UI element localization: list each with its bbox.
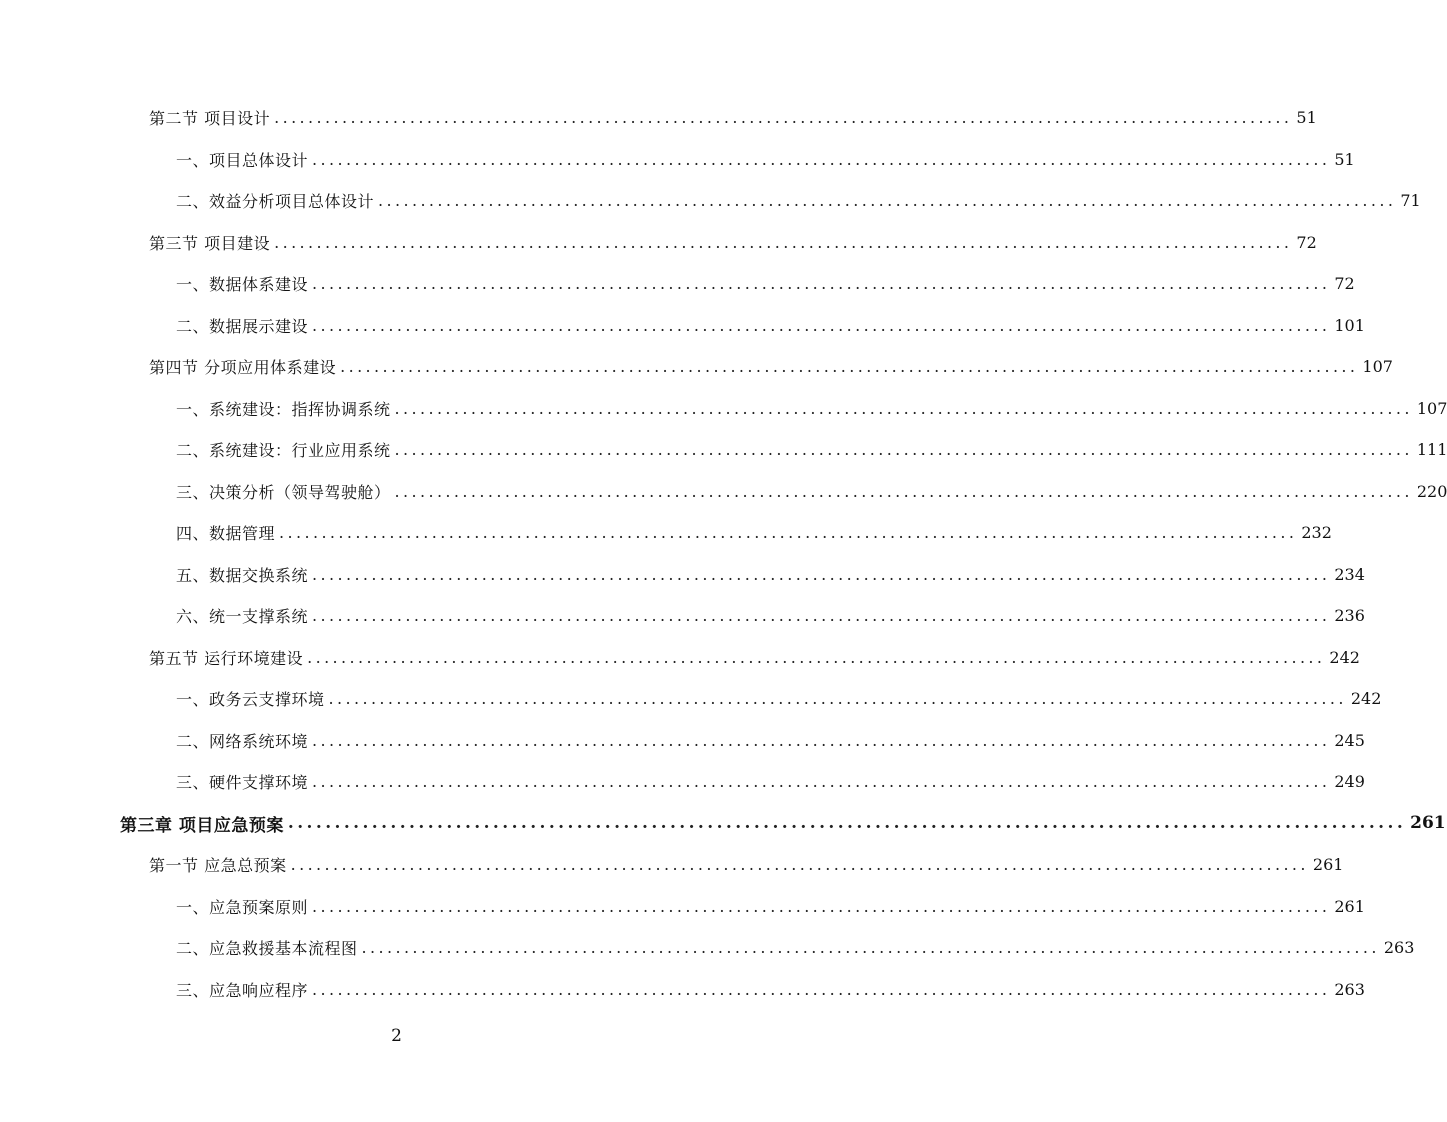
toc-entry-page: 72 (1296, 232, 1317, 252)
toc-entry-title: 三、决策分析（领导驾驶舱） (176, 482, 391, 502)
toc-leader-dots: ........................................................................................................................ (287, 813, 1407, 833)
toc-entry (149, 642, 1360, 672)
toc-entry-title: 二、数据展示建设 (176, 316, 309, 336)
toc-entry (120, 808, 1446, 838)
toc-entry-page: 245 (1334, 730, 1365, 750)
toc-entry-title: 一、系统建设：指挥协调系统 (176, 399, 391, 419)
toc-entry-title: 第二节 项目设计 (149, 108, 271, 128)
toc-entry-page: 71 (1400, 190, 1421, 210)
toc-leader-dots: ........................................................................................................................ (340, 356, 1359, 376)
toc-entry (176, 559, 1365, 589)
toc-entry (176, 268, 1355, 298)
toc-leader-dots: ........................................................................................................................ (312, 605, 1331, 625)
toc-leader-dots: ........................................................................................................................ (274, 232, 1293, 252)
toc-entry-page: 242 (1350, 688, 1382, 708)
toc-leader-dots: ........................................................................................................................ (394, 481, 1413, 501)
toc-entry-title: 五、数据交换系统 (176, 565, 309, 585)
toc-entry-page: 236 (1334, 605, 1365, 625)
toc-entry-title: 二、应急救援基本流程图 (176, 938, 358, 958)
toc-entry (176, 517, 1332, 547)
toc-leader-dots: ........................................................................................................................ (274, 107, 1293, 127)
toc-entry-page: 232 (1301, 522, 1332, 542)
toc-entry-title: 二、网络系统环境 (176, 731, 309, 751)
toc-entry-title: 六、统一支撑系统 (176, 606, 309, 626)
toc-leader-dots: ........................................................................................................................ (312, 315, 1331, 335)
toc-leader-dots: ........................................................................................................................ (307, 647, 1326, 667)
toc-entry-page: 261 (1410, 813, 1446, 833)
toc-leader-dots: ........................................................................................................................ (312, 771, 1331, 791)
toc-entry-page: 111 (1416, 439, 1447, 459)
toc-entry-page: 263 (1383, 937, 1415, 957)
toc-entry (176, 600, 1365, 630)
toc-entry (176, 932, 1415, 962)
toc-entry-page: 220 (1416, 481, 1447, 501)
toc-entry (149, 102, 1317, 132)
toc-entry-title: 二、系统建设：行业应用系统 (176, 440, 391, 460)
toc-entry-page: 107 (1362, 356, 1393, 376)
toc-entry (176, 393, 1447, 423)
toc-entry-page: 107 (1416, 398, 1447, 418)
toc-entry-page: 242 (1329, 647, 1360, 667)
toc-leader-dots: ........................................................................................................................ (290, 854, 1309, 874)
toc-entry-page: 261 (1334, 896, 1365, 916)
toc-entry-title: 第三节 项目建设 (149, 233, 271, 253)
toc-entry-page: 234 (1334, 564, 1365, 584)
toc-entry (176, 974, 1365, 1004)
toc-entry (176, 891, 1365, 921)
toc-entry-page: 51 (1334, 149, 1355, 169)
toc-entry-page: 101 (1334, 315, 1365, 335)
toc-entry-title: 三、硬件支撑环境 (176, 772, 309, 792)
toc-entry (176, 683, 1382, 713)
toc-entry-title: 第三章 项目应急预案 (120, 815, 284, 836)
toc-entry-title: 一、数据体系建设 (176, 274, 309, 294)
toc-entry (149, 849, 1344, 879)
toc-entry (149, 351, 1393, 381)
toc-leader-dots: ........................................................................................................................ (312, 730, 1331, 750)
toc-entry (176, 434, 1447, 464)
toc-leader-dots: ........................................................................................................................ (328, 688, 1347, 708)
toc-entry (176, 144, 1355, 174)
toc-leader-dots: ........................................................................................................................ (361, 937, 1380, 957)
toc-leader-dots: ........................................................................................................................ (378, 190, 1397, 210)
toc-entry (176, 476, 1447, 506)
toc-entry-title: 二、效益分析项目总体设计 (176, 191, 375, 211)
toc-entry-page: 261 (1312, 854, 1344, 874)
toc-leader-dots: ........................................................................................................................ (394, 398, 1413, 418)
toc-entry-title: 三、应急响应程序 (176, 980, 309, 1000)
toc-leader-dots: ........................................................................................................................ (312, 149, 1331, 169)
toc-entry (176, 310, 1365, 340)
toc-entry (149, 227, 1317, 257)
toc-leader-dots: ........................................................................................................................ (312, 564, 1331, 584)
toc-entry-title: 一、政务云支撑环境 (176, 689, 325, 709)
toc-entry-title: 第五节 运行环境建设 (149, 648, 304, 668)
toc-leader-dots: ........................................................................................................................ (312, 979, 1331, 999)
toc-entry-title: 一、应急预案原则 (176, 897, 309, 917)
toc-entry-title: 一、项目总体设计 (176, 150, 309, 170)
toc-entry-page: 263 (1334, 979, 1365, 999)
toc-leader-dots: ........................................................................................................................ (394, 439, 1413, 459)
toc-leader-dots: ........................................................................................................................ (312, 896, 1331, 916)
toc-entry (176, 725, 1365, 755)
toc-entry (176, 766, 1365, 796)
page-number: 2 (391, 1026, 402, 1046)
toc-entry-title: 四、数据管理 (176, 523, 276, 543)
toc-entry-title: 第四节 分项应用体系建设 (149, 357, 337, 377)
toc-leader-dots: ........................................................................................................................ (312, 273, 1331, 293)
toc-entry-title: 第一节 应急总预案 (149, 855, 287, 875)
toc-entry (176, 185, 1421, 215)
toc-leader-dots: ........................................................................................................................ (279, 522, 1298, 542)
toc-entry-page: 249 (1334, 771, 1365, 791)
toc-entry-page: 72 (1334, 273, 1355, 293)
toc-entry-page: 51 (1296, 107, 1317, 127)
